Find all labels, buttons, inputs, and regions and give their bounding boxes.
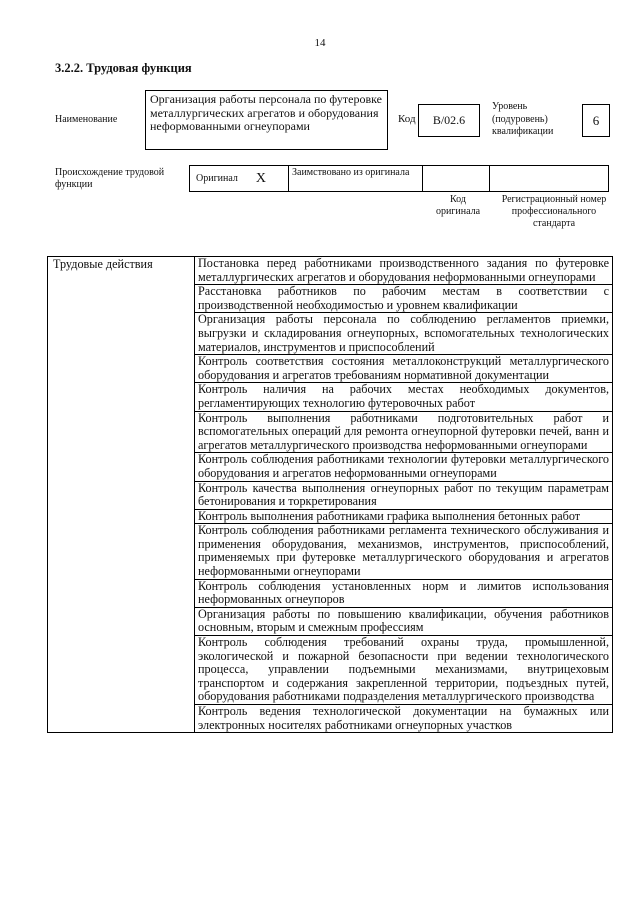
- function-code: B/02.6: [418, 104, 480, 137]
- page-number: 14: [314, 37, 326, 49]
- labor-action: Контроль соблюдения установленных норм и лимитов использования неформованных огнеупоров: [195, 579, 613, 607]
- origin-original-label: Оригинал: [196, 173, 238, 184]
- qualification-level-label: Уровень (подуровень) квалификации: [492, 101, 554, 137]
- labor-actions-label: Трудовые действия: [48, 257, 195, 733]
- labor-action: Контроль соблюдения работниками технологии футеровки металлургического оборудования и агрегатов неформованными огнеупорами: [195, 453, 613, 481]
- name-label: Наименование: [55, 114, 118, 125]
- labor-action: Контроль соблюдения требований охраны труда, промышленной, экологической и пожарной безопасности при ведении технологического процесса, управлении подъемными механизмами, внутрицеховым транспортом и содержания закрепленной территории, подъездных путей, оборудования работниками подразделения металлургического производства: [195, 636, 613, 705]
- labor-action: Контроль ведения технологической документации на бумажных или электронных носителях работниками огнеупорных участков: [195, 705, 613, 733]
- qualification-level-value: 6: [582, 104, 610, 137]
- origin-code-caption: Код оригинала: [435, 194, 481, 217]
- labor-action: Постановка перед работниками производственного задания по футеровке металлургических агрегатов и оборудования неформованными огнеупорами: [195, 257, 613, 285]
- function-name: Организация работы персонала по футеровке металлургических агрегатов и оборудования неформованными огнеупорами: [145, 90, 388, 150]
- origin-reg-cell: [489, 165, 609, 192]
- origin-original-cell: [189, 165, 289, 192]
- labor-action: Контроль соответствия состояния металлоконструкций металлургического оборудования и агрегатов требованиям нормативной документации: [195, 355, 613, 383]
- origin-reg-caption: Регистрационный номер профессионального стандарта: [501, 194, 607, 229]
- labor-action: Контроль качества выполнения огнеупорных работ по текущим параметрам бетонирования и торкретирования: [195, 481, 613, 509]
- labor-action: Контроль выполнения работниками графика выполнения бетонных работ: [195, 509, 613, 524]
- labor-action: Контроль выполнения работниками подготовительных работ и вспомогательных операций для ремонта огнеупорной футеровки печей, ванн и агрегатов металлургического производства неформованными огнеупорами: [195, 411, 613, 453]
- origin-borrowed-cell: Заимствовано из оригинала: [288, 165, 423, 192]
- labor-action: Организация работы персонала по соблюдению регламентов приемки, выгрузки и складирования огнеупорных, вспомогательных технологических материалов, инструментов и приспособлений: [195, 313, 613, 355]
- code-label: Код: [398, 113, 416, 125]
- origin-code-cell: [422, 165, 490, 192]
- table-row: [48, 257, 613, 285]
- labor-action: Контроль наличия на рабочих местах необходимых документов, регламентирующих технологию футеровочных работ: [195, 383, 613, 411]
- origin-label: Происхождение трудовой функции: [55, 167, 165, 190]
- labor-action: Организация работы по повышению квалификации, обучения работников основным, вторым и смежным профессиям: [195, 607, 613, 635]
- origin-mark: X: [255, 170, 267, 186]
- section-title: 3.2.2. Трудовая функция: [55, 61, 192, 75]
- labor-action: Контроль соблюдения работниками регламента технического обслуживания и применения оборудования, механизмов, инструментов, приспособлений, применяемых при футеровке металлургического оборудования и агрегатов неформованными огнеупорами: [195, 524, 613, 579]
- labor-actions-table: [47, 256, 613, 733]
- labor-action: Расстановка работников по рабочим местам в соответствии с производственной необходимостью и уровнем квалификации: [195, 285, 613, 313]
- origin-row: [190, 165, 612, 192]
